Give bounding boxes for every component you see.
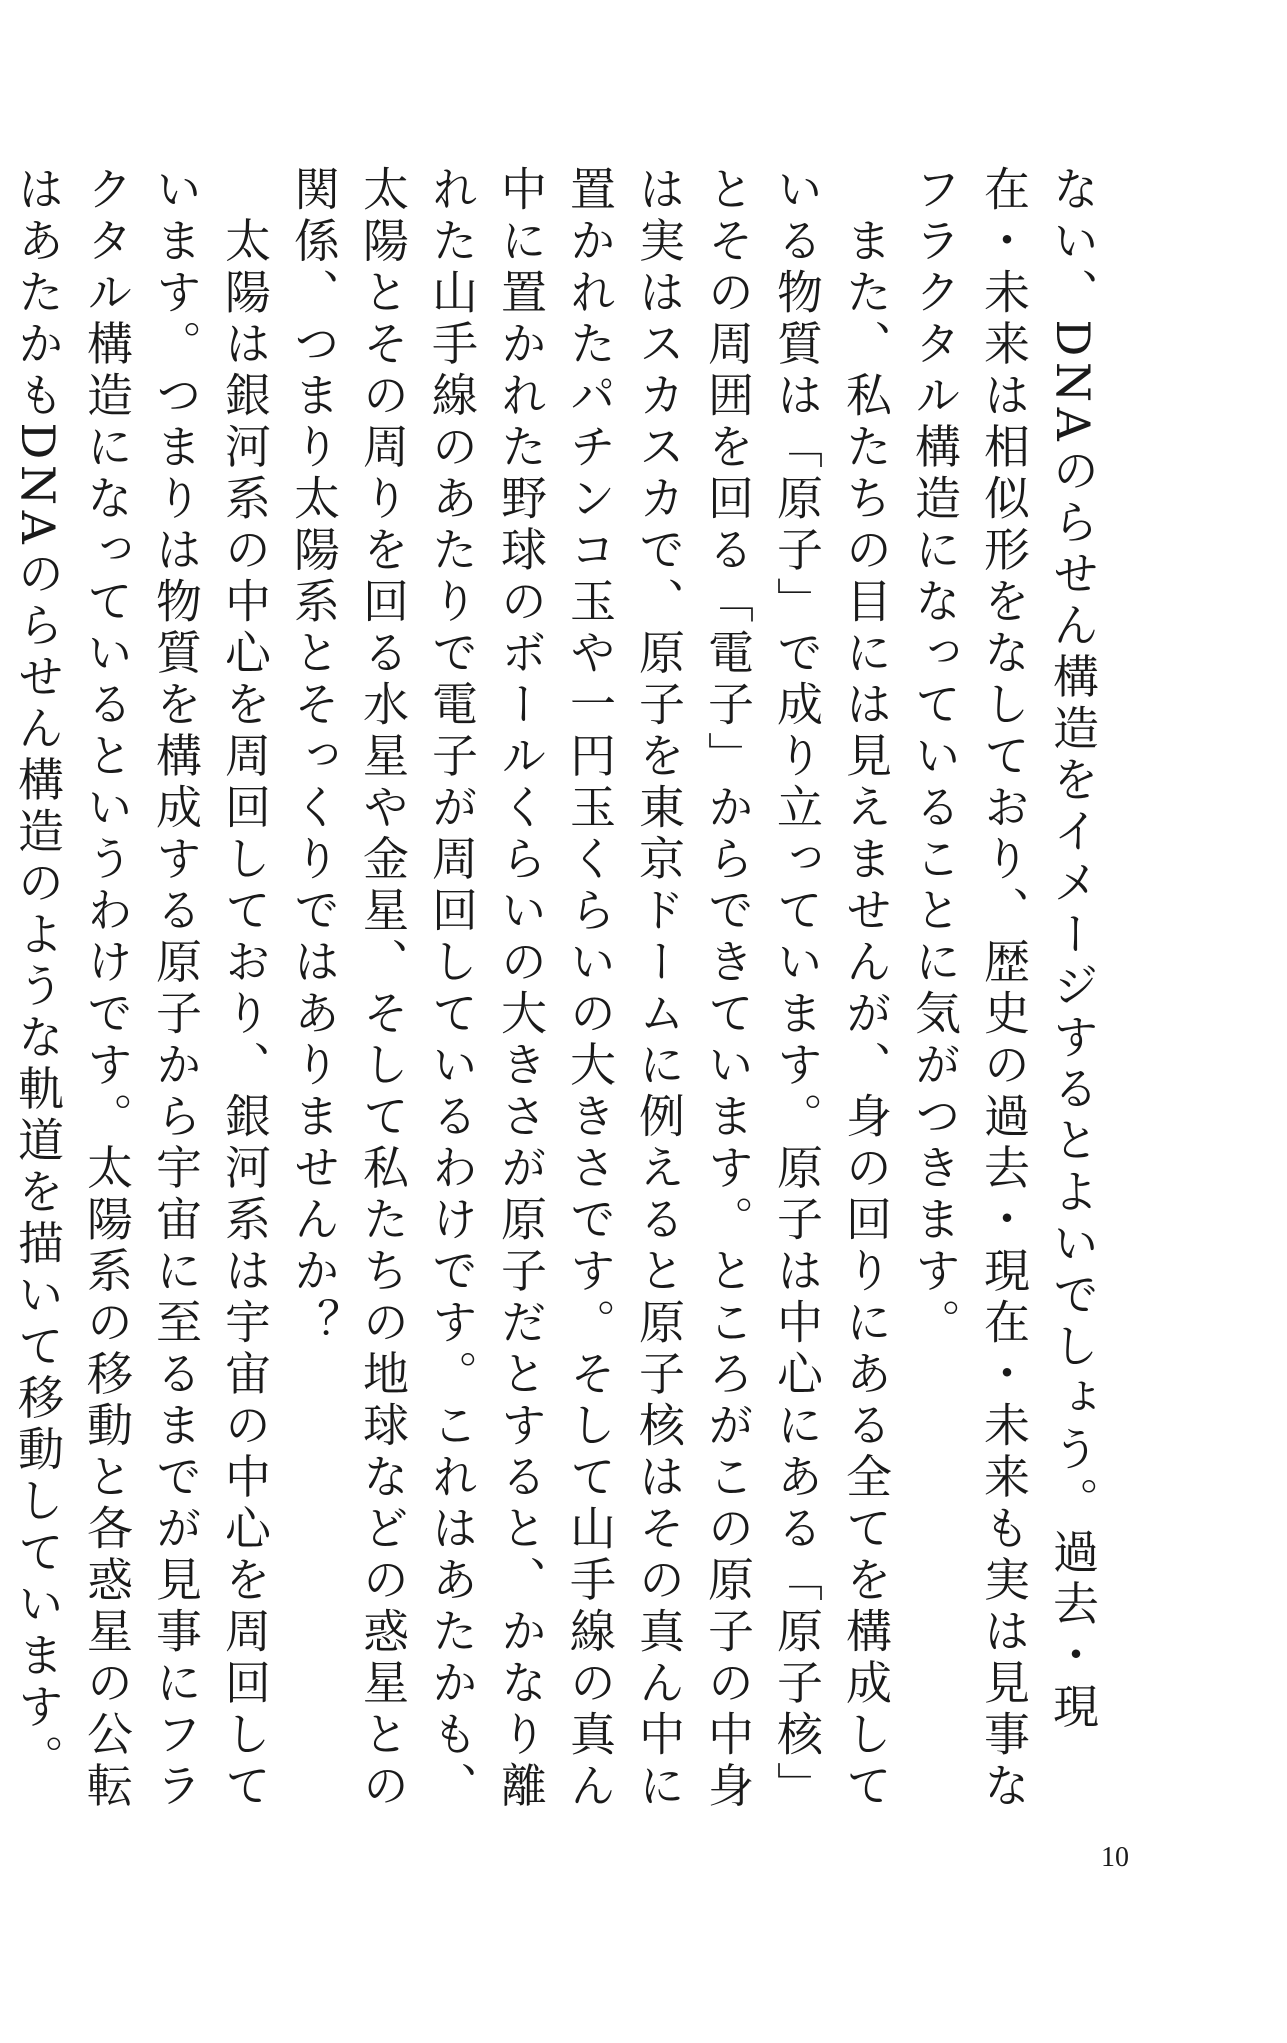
paragraph-3: 太陽は銀河系の中心を周回しており、銀河系は宇宙の中心を周回しています。つまりは物質を構成する原子から宇宙に至るまでが見事にフラクタル構造になっているというわけです。太陽系の移動と各惑星の公転はあたかもDNAのらせん構造のような軌道を描いて移動しています。 [11, 165, 272, 1813]
page-number: 10 [1101, 1842, 1129, 1873]
paragraph-2: また、私たちの目には見えませんが、身の回りにある全てを構成している物質は「原子」で成り立っています。原子は中心にある「原子核」とその周囲を回る「電子」からできています。ところがこの原子の中身は実はスカスカで、原子を東京ドームに例えると原子核はその真ん中に置かれたパチンコ玉や一円玉くらいの大きさです。そして山手線の真ん中に置かれた野球のボールくらいの大きさが原子だとすると、かなり離れた山手線のあたりで電子が周回しているわけです。これはあたかも、太陽とその周りを回る水星や金星、そして私たちの地球などの惑星との関係、つまり太陽系とそっくりではありませんか？ [287, 165, 893, 1813]
paragraph-1: ない、DNAのらせん構造をイメージするとよいでしょう。過去・現在・未来は相似形をなしており、歴史の過去・現在・未来も実は見事なフラクタル構造になっていることに気がつきます。 [908, 165, 1100, 1813]
vertical-text-body [3, 165, 1107, 1825]
